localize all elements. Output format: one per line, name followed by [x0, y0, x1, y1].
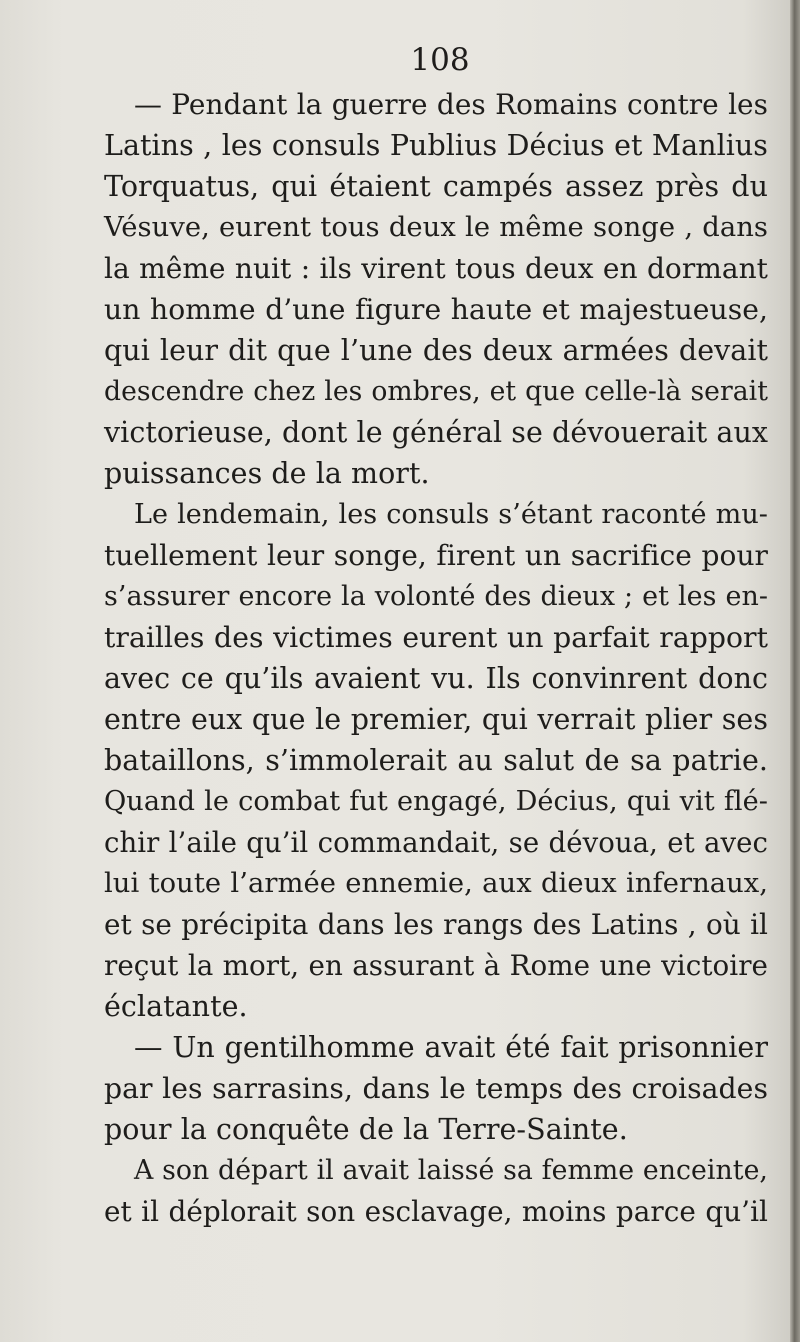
- text-line: — Pendant la guerre des Romains contre les: [134, 88, 768, 121]
- text-line: reçut la mort, en assurant à Rome une victoire: [104, 949, 768, 982]
- text-line: et il déplorait son esclavage, moins parce qu’il: [104, 1195, 768, 1228]
- text-line: descendre chez les ombres, et que celle-là serait: [104, 376, 768, 407]
- text-line: s’assurer encore la volonté des dieux ; et les en-: [104, 581, 768, 612]
- text-line: et se précipita dans les rangs des Latins , où il: [104, 908, 768, 941]
- text-line: par les sarrasins, dans le temps des croisades: [104, 1072, 768, 1105]
- text-line: chir l’aile qu’il commandait, se dévoua, et avec: [104, 826, 768, 859]
- text-line: tuellement leur songe, firent un sacrifice pour: [104, 539, 768, 572]
- text-line: Torquatus, qui étaient campés assez près du: [104, 170, 768, 203]
- text-line: la même nuit : ils virent tous deux en dormant: [104, 252, 768, 285]
- page-edge: [790, 0, 800, 1342]
- text-line: éclatante.: [104, 990, 248, 1023]
- text-line: Quand le combat fut engagé, Décius, qui vit flé-: [104, 786, 768, 817]
- paragraph-departure: [104, 1150, 768, 1232]
- text-line: Latins , les consuls Publius Décius et Manlius: [104, 129, 768, 162]
- text-line: bataillons, s’immolerait au salut de sa patrie.: [104, 744, 768, 777]
- text-line: entre eux que le premier, qui verrait plier ses: [104, 703, 768, 736]
- text-line: victorieuse, dont le général se dévouerait aux: [104, 416, 768, 449]
- paragraph-decius-sacrifice: [104, 494, 768, 1027]
- text-line: Vésuve, eurent tous deux le même songe , dans: [104, 212, 768, 243]
- text-line: pour la conquête de la Terre-Sainte.: [104, 1113, 628, 1146]
- text-line: un homme d’une figure haute et majestueuse,: [104, 293, 768, 326]
- text-line: Le lendemain, les consuls s’étant raconté mu-: [134, 499, 768, 530]
- text-line: lui toute l’armée ennemie, aux dieux infernaux,: [104, 868, 768, 899]
- page-number: 108: [410, 42, 470, 78]
- text-line: avec ce qu’ils avaient vu. Ils convinrent donc: [104, 662, 768, 695]
- page-body: [104, 84, 768, 1232]
- text-line: — Un gentilhomme avait été fait prisonnier: [134, 1031, 768, 1064]
- text-line: A son départ il avait laissé sa femme enceinte,: [134, 1155, 768, 1186]
- paragraph-gentleman-prisoner: [104, 1027, 768, 1150]
- text-line: qui leur dit que l’une des deux armées devait: [104, 334, 768, 367]
- text-line: trailles des victimes eurent un parfait rapport: [104, 621, 768, 654]
- paragraph-decius-dream: [104, 84, 768, 494]
- text-line: puissances de la mort.: [104, 457, 430, 490]
